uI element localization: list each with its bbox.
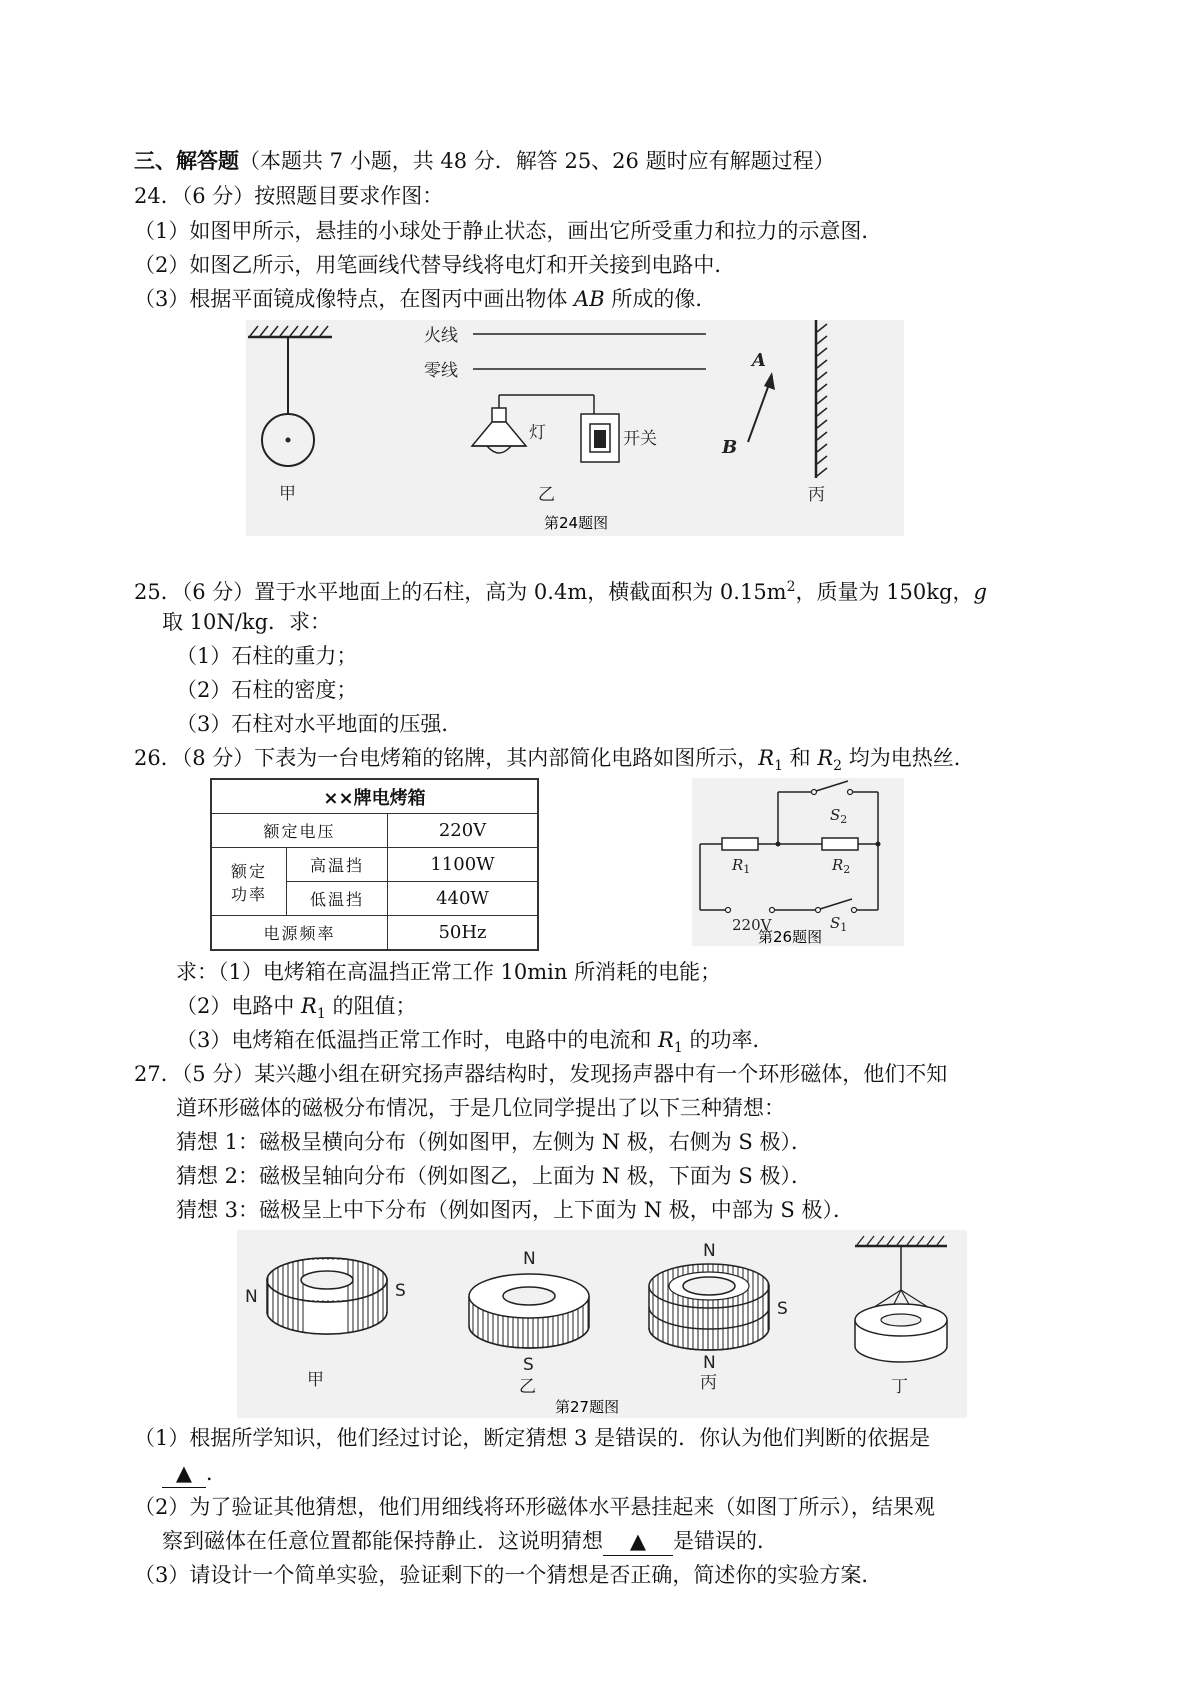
neutral-wire-label: 零线	[424, 361, 458, 381]
point-b-label: B	[722, 437, 738, 458]
q27-guess2: 猜想 2：磁极呈轴向分布（例如图乙，上面为 N 极，下面为 S 极）．	[176, 1164, 812, 1188]
resistor-r2	[822, 838, 858, 850]
q25-part1: （1）石柱的重力；	[176, 644, 358, 668]
fig24-label-yi: 乙	[538, 485, 555, 505]
fig24-caption: 第24题图	[544, 514, 609, 532]
answer-blank-2[interactable]: ▲	[603, 1527, 673, 1556]
q27-part1: （1）根据所学知识，他们经过讨论，断定猜想 3 是错误的．你认为他们判断的依据是	[134, 1426, 931, 1450]
frequency-label: 电源频率	[211, 916, 388, 951]
nameplate-title: ××牌电烤箱	[211, 779, 538, 814]
figure-27	[237, 1230, 967, 1418]
fig26-caption: 第26题图	[758, 928, 823, 946]
q26-ask3: （3）电烤箱在低温挡正常工作时，电路中的电流和 $R_1$ 的功率．	[176, 1028, 774, 1057]
rated-voltage-value: 220V	[388, 814, 539, 848]
section-heading-title: 三、解答题	[134, 148, 239, 173]
source-voltage-label: 220V	[732, 916, 772, 934]
yi-s-label: S	[523, 1355, 534, 1375]
bing-n-top-label: N	[703, 1241, 716, 1261]
figure-26	[692, 778, 904, 946]
q27-guess1: 猜想 1：磁极呈横向分布（例如图甲，左侧为 N 极，右侧为 S 极）．	[176, 1130, 812, 1154]
fig27-label-bing: 丙	[700, 1373, 717, 1393]
q25-part3: （3）石柱对水平地面的压强．	[176, 712, 463, 736]
switch-s1	[816, 899, 857, 913]
ring-magnet-jia	[267, 1258, 387, 1334]
q27-line1: 27．（5 分）某兴趣小组在研究扬声器结构时，发现扬声器中有一个环形磁体，他们不知	[134, 1062, 948, 1086]
answer-blank-1[interactable]: ▲	[162, 1459, 206, 1488]
point-a-label: A	[752, 350, 766, 371]
bing-n-bottom-label: N	[703, 1353, 716, 1373]
low-temp-value: 440W	[388, 882, 539, 916]
s1-label: $S_1$	[830, 914, 848, 934]
jia-s-label: S	[395, 1281, 406, 1301]
bing-s-label: S	[777, 1299, 788, 1319]
ring-magnet-bing	[649, 1264, 769, 1350]
nameplate-table	[210, 778, 539, 951]
switch-label: 开关	[623, 429, 657, 449]
jia-n-label: N	[245, 1287, 258, 1307]
q27-guess3: 猜想 3：磁极呈上中下分布（例如图丙，上下面为 N 极，中部为 S 极）．	[176, 1198, 854, 1222]
fig27-caption: 第27题图	[555, 1398, 620, 1416]
q27-line2: 道环形磁体的磁极分布情况，于是几位同学提出了以下三种猜想：	[176, 1096, 785, 1120]
junction-right	[876, 842, 881, 847]
q27-part2-line2: 察到磁体在任意位置都能保持静止．这说明猜想 ▲ 是错误的．	[162, 1527, 778, 1556]
high-temp-label: 高温挡	[287, 848, 388, 882]
high-temp-value: 1100W	[388, 848, 539, 882]
ball-center-dot	[286, 438, 291, 443]
q24-part1: （1）如图甲所示，悬挂的小球处于静止状态，画出它所受重力和拉力的示意图．	[134, 219, 883, 243]
pendulum-ceiling	[248, 326, 332, 337]
resistor-r1	[722, 838, 758, 850]
low-temp-label: 低温挡	[287, 882, 388, 916]
section-heading	[134, 147, 835, 175]
q27-part1-answer: ▲ ．	[162, 1459, 227, 1488]
fig24-label-bing: 丙	[808, 485, 825, 505]
q26-stem: 26．（8 分）下表为一台电烤箱的铭牌，其内部简化电路如图所示，$R_1$ 和 $R_2$ 均为电热丝．	[134, 746, 975, 775]
junction-left	[776, 842, 781, 847]
hanging-ring-ding	[855, 1236, 947, 1362]
lamp-label: 灯	[529, 423, 546, 443]
power-terminals	[726, 908, 775, 913]
plane-mirror	[816, 320, 827, 478]
fig27-label-yi: 乙	[519, 1377, 536, 1397]
ring-magnet-yi	[469, 1274, 589, 1348]
rated-voltage-label: 额定电压	[211, 814, 388, 848]
fig24-label-jia: 甲	[279, 484, 296, 504]
q26-ask2: （2）电路中 $R_1$ 的阻值；	[176, 994, 417, 1023]
live-wire-label: 火线	[424, 326, 458, 346]
object-ab-arrowhead	[764, 372, 775, 390]
frequency-value: 50Hz	[388, 916, 539, 951]
r2-label: $R_2$	[832, 856, 851, 876]
q25-line2: 取 10N/kg．求：	[162, 610, 332, 634]
switch-s2	[812, 781, 853, 795]
q26-ask1: 求：（1）电烤箱在高温挡正常工作 10min 所消耗的电能；	[176, 960, 722, 984]
yi-n-label: N	[523, 1249, 536, 1269]
q24-part2: （2）如图乙所示，用笔画线代替导线将电灯和开关接到电路中．	[134, 253, 736, 277]
q24-head: 24．（6 分）按照题目要求作图：	[134, 184, 444, 208]
q27-part3: （3）请设计一个简单实验，验证剩下的一个猜想是否正确，简述你的实验方案．	[134, 1563, 883, 1587]
rated-power-label: 额定 功率	[211, 848, 287, 916]
switch-icon	[581, 414, 619, 462]
r1-label: $R_1$	[732, 856, 751, 876]
q27-part2-line1: （2）为了验证其他猜想，他们用细线将环形磁体水平悬挂起来（如图丁所示），结果观	[134, 1495, 935, 1519]
figure-24	[246, 320, 904, 536]
q24-part3: （3）根据平面镜成像特点，在图丙中画出物体 AB 所成的像．	[134, 287, 717, 311]
q25-line1: 25．（6 分）置于水平地面上的石柱，高为 0.4m，横截面积为 $0.15m^2$，质量为 150kg，g	[134, 579, 987, 604]
q25-part2: （2）石柱的密度；	[176, 678, 358, 702]
s2-label: $S_2$	[830, 806, 848, 826]
section-heading-desc: （本题共 7 小题，共 48 分．解答 25、26 题时应有解题过程）	[239, 149, 835, 173]
fig27-label-ding: 丁	[891, 1377, 908, 1397]
fig27-label-jia: 甲	[307, 1370, 324, 1390]
